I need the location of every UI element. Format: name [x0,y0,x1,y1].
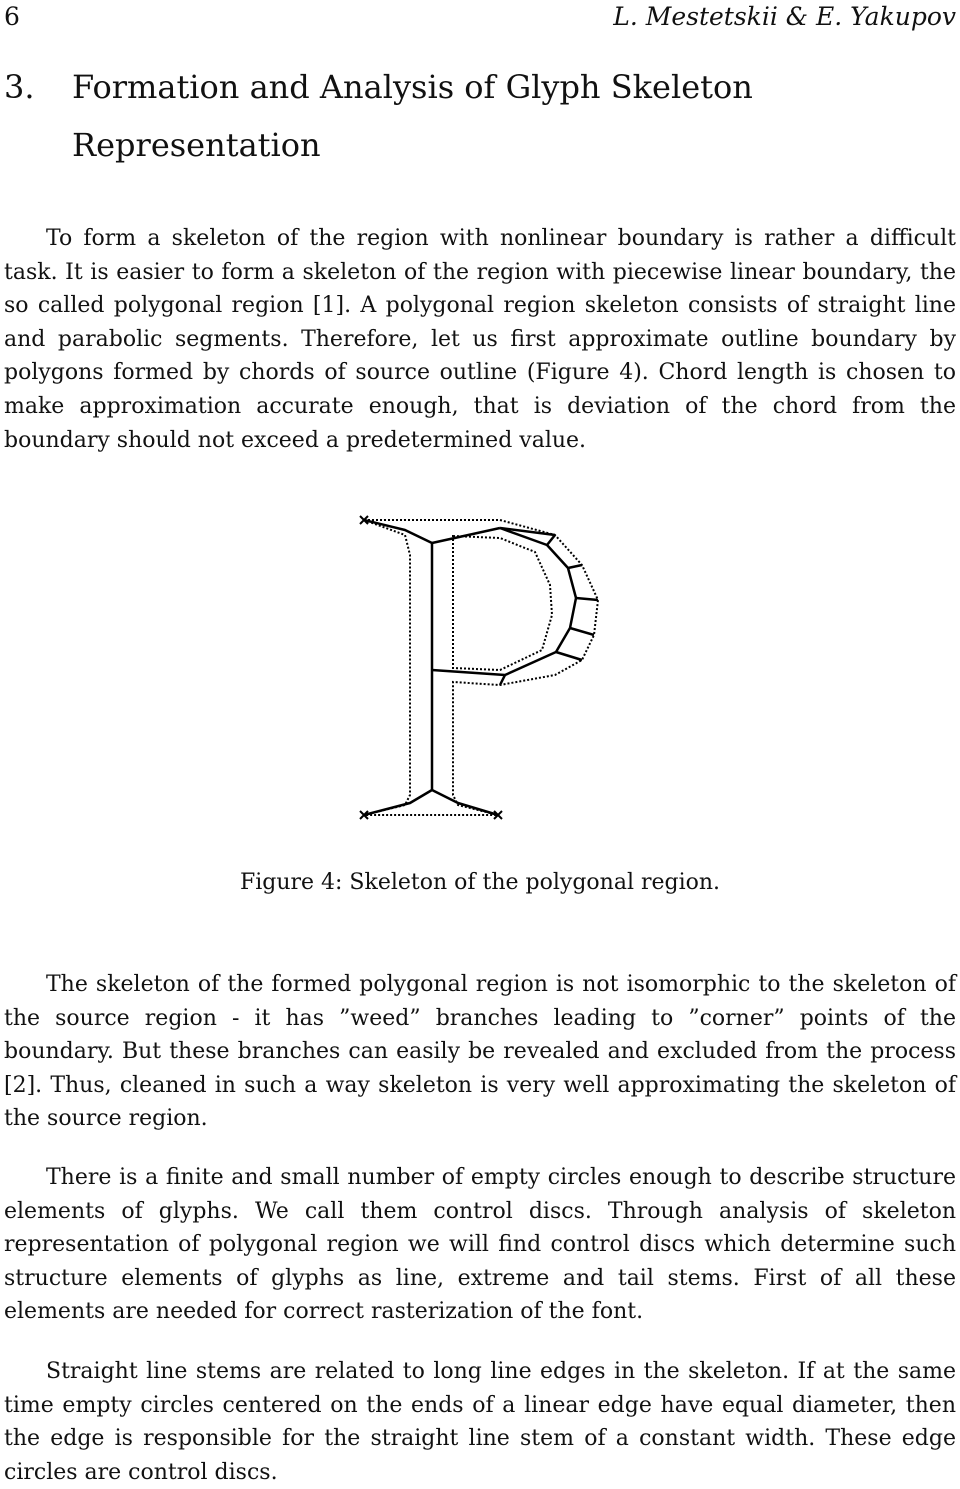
figure-caption: Figure 4: Skeleton of the polygonal region. [239,870,721,895]
section-title [4,58,904,174]
section-title-line-1: Formation and Analysis of Glyph Skeleton [72,68,753,106]
section-title-line-2: Representation [72,126,321,164]
section-number: 3. [4,68,35,106]
paragraph-intro: To form a skeleton of the region with nonlinear boundary is rather a difficult task. It is easier to form a skeleton of the region with piecewise linear boundary, the so called polygonal region [1]. A polygonal region skeleton consists of straight line and parabolic segments. Therefore, let us first approximate outline boundary by polygons formed by chords of source outline (Figure 4). Chord length is chosen to make approximation accurate enough, that is deviation of the chord from the boundary should not exceed a predetermined value. [4,226,956,453]
glyph-p-skeleton-drawing [350,510,610,830]
skeleton-lines [364,520,598,815]
paragraph-control-discs: There is a finite and small number of empty circles enough to describe structure elements of glyphs. We call them control discs. Through analysis of skeleton representation of polygonal region we will find control discs which determine such structure elements of glyphs as line, extreme and tail stems. First of all these elements are needed for correct rasterization of the font. [4,1165,956,1325]
figure-glyph-skeleton [350,510,610,830]
page-number: 6 [4,2,20,31]
paragraph-line-stems: Straight line stems are related to long line edges in the skeleton. If at the same time empty circles centered on the ends of a linear edge have equal diameter, then the edge is responsible for the straight line stem of a constant width. These edge circles are control discs. [4,1359,956,1485]
paragraph-weed-branches: The skeleton of the formed polygonal region is not isomorphic to the skeleton of the source region - it has ”weed” branches leading to ”corner” points of the boundary. But these branches can easily be revealed and excluded from the process [2]. Thus, cleaned in such a way skeleton is very well approximating the skeleton of the source region. [4,972,956,1132]
running-head: L. Mestetskii & E. Yakupov [613,2,956,31]
